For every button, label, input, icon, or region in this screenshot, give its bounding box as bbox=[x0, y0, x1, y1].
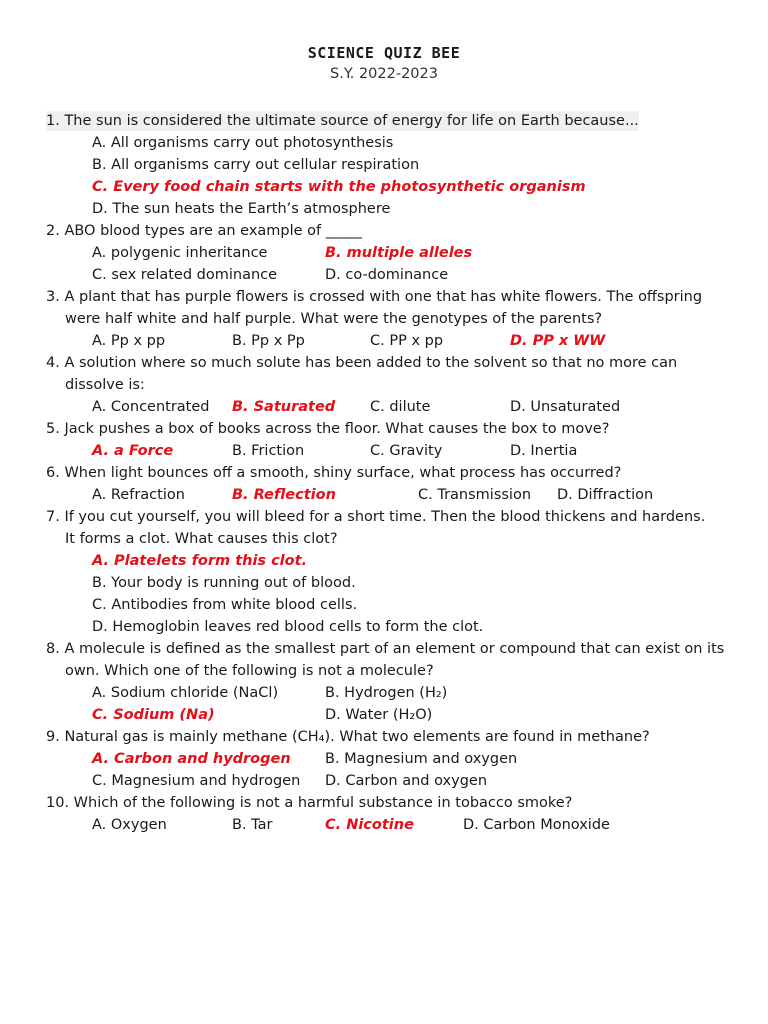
question-6: 6. When light bounces off a smooth, shiny surface, what process has occurred? bbox=[46, 465, 622, 481]
question-3: 3. A plant that has purple flowers is crossed with one that has white flowers. The offspring bbox=[46, 289, 703, 305]
q2-option-a: A. polygenic inheritance bbox=[92, 245, 268, 261]
question-2: 2. ABO blood types are an example of _____ bbox=[46, 223, 363, 239]
q9-option-d: D. Carbon and oxygen bbox=[325, 773, 488, 789]
q7-option-c: C. Antibodies from white blood cells. bbox=[92, 597, 358, 613]
q3-option-c: C. PP x pp bbox=[370, 333, 444, 349]
question-4: 4. A solution where so much solute has been added to the solvent so that no more can bbox=[46, 355, 678, 371]
page-title: SCIENCE QUIZ BEE bbox=[307, 44, 461, 62]
q10-option-c-answer: C. Nicotine bbox=[325, 817, 414, 833]
q3-option-a: A. Pp x pp bbox=[92, 333, 166, 349]
q4-option-d: D. Unsaturated bbox=[510, 399, 621, 415]
q4-option-c: C. dilute bbox=[370, 399, 431, 415]
q10-option-a: A. Oxygen bbox=[92, 817, 167, 833]
q5-option-d: D. Inertia bbox=[510, 443, 578, 459]
q4-option-a: A. Concentrated bbox=[92, 399, 210, 415]
q2-option-c: C. sex related dominance bbox=[92, 267, 278, 283]
q6-option-d: D. Diffraction bbox=[557, 487, 654, 503]
q1-option-a: A. All organisms carry out photosynthesis bbox=[92, 135, 394, 151]
q9-option-a-answer: A. Carbon and hydrogen bbox=[92, 751, 291, 767]
question-10: 10. Which of the following is not a harmful substance in tobacco smoke? bbox=[46, 795, 573, 811]
question-1: 1. The sun is considered the ultimate source of energy for life on Earth because... bbox=[46, 113, 639, 129]
question-5: 5. Jack pushes a box of books across the floor. What causes the box to move? bbox=[46, 421, 610, 437]
q1-option-d: D. The sun heats the Earth’s atmosphere bbox=[92, 201, 391, 217]
q8-option-b: B. Hydrogen (H₂) bbox=[325, 685, 448, 701]
question-8-cont: own. Which one of the following is not a molecule? bbox=[65, 663, 434, 679]
school-year: S.Y. 2022-2023 bbox=[330, 66, 438, 82]
question-3-cont: were half white and half purple. What were the genotypes of the parents? bbox=[65, 311, 603, 327]
q7-option-d: D. Hemoglobin leaves red blood cells to form the clot. bbox=[92, 619, 484, 635]
q6-option-b-answer: B. Reflection bbox=[232, 487, 336, 503]
question-4-cont: dissolve is: bbox=[65, 377, 145, 393]
q2-option-b-answer: B. multiple alleles bbox=[325, 245, 473, 261]
q7-option-b: B. Your body is running out of blood. bbox=[92, 575, 356, 591]
question-9: 9. Natural gas is mainly methane (CH₄). What two elements are found in methane? bbox=[46, 729, 650, 745]
q5-option-a-answer: A. a Force bbox=[92, 443, 174, 459]
q5-option-c: C. Gravity bbox=[370, 443, 443, 459]
q1-option-b: B. All organisms carry out cellular respiration bbox=[92, 157, 420, 173]
q2-option-d: D. co-dominance bbox=[325, 267, 449, 283]
q8-option-c-answer: C. Sodium (Na) bbox=[92, 707, 215, 723]
question-8: 8. A molecule is defined as the smallest part of an element or compound that can exist on its bbox=[46, 641, 725, 657]
q8-option-d: D. Water (H₂O) bbox=[325, 707, 433, 723]
q3-option-b: B. Pp x Pp bbox=[232, 333, 305, 349]
q6-option-c: C. Transmission bbox=[418, 487, 532, 503]
q10-option-b: B. Tar bbox=[232, 817, 273, 833]
question-7-cont: It forms a clot. What causes this clot? bbox=[65, 531, 338, 547]
q3-option-d-answer: D. PP x WW bbox=[510, 333, 606, 349]
q9-option-c: C. Magnesium and hydrogen bbox=[92, 773, 301, 789]
q8-option-a: A. Sodium chloride (NaCl) bbox=[92, 685, 279, 701]
q1-option-c-answer: C. Every food chain starts with the photosynthetic organism bbox=[92, 179, 586, 195]
q4-option-b-answer: B. Saturated bbox=[232, 399, 336, 415]
q9-option-b: B. Magnesium and oxygen bbox=[325, 751, 518, 767]
q6-option-a: A. Refraction bbox=[92, 487, 185, 503]
q10-option-d: D. Carbon Monoxide bbox=[463, 817, 610, 833]
question-7: 7. If you cut yourself, you will bleed for a short time. Then the blood thickens and hardens. bbox=[46, 509, 706, 525]
q5-option-b: B. Friction bbox=[232, 443, 305, 459]
q7-option-a-answer: A. Platelets form this clot. bbox=[92, 553, 308, 569]
